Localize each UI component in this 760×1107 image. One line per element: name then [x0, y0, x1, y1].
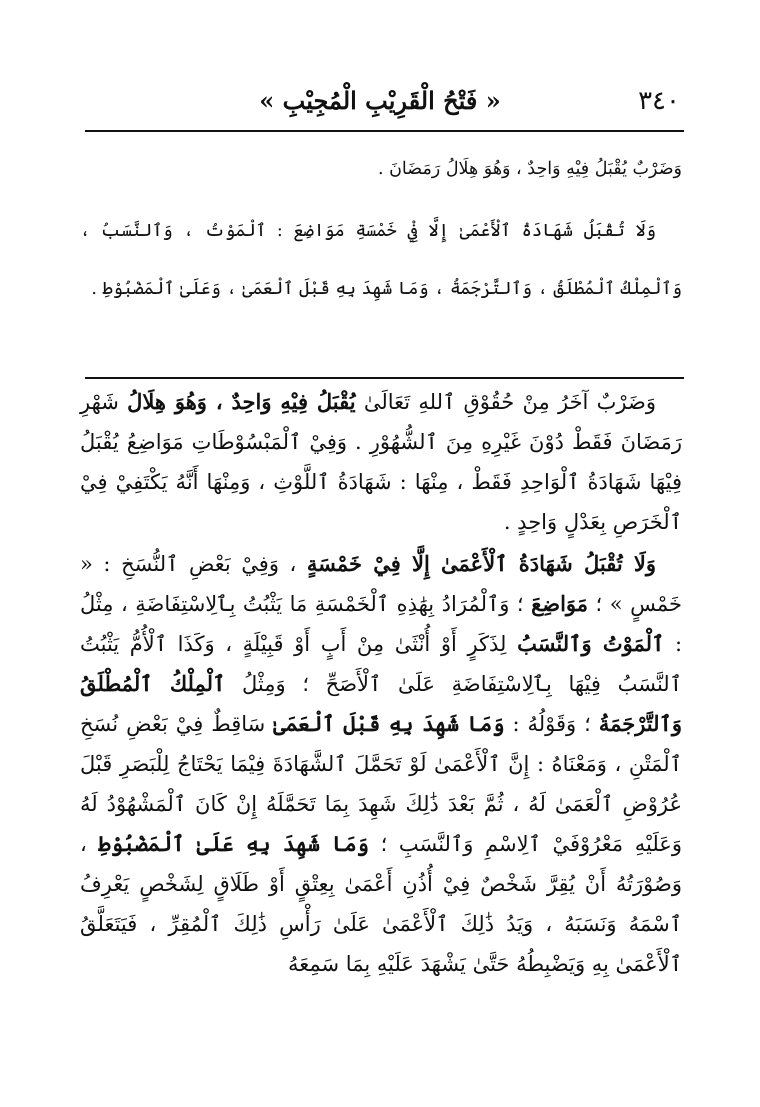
quoted-matn: ٱلْمَوْتُ وَٱلنَّسَبُ	[517, 631, 665, 656]
quoted-matn: ٱلْمِلْكُ ٱلْمُطْلَقُ وَٱلتَّرْجَمَةُ	[80, 671, 682, 736]
sharh-p2-segment: ، وَصُوْرَتُهُ أَنْ يُقِرَّ شَخْصٌ فِيْ أُذُنِ أَعْمَىٰ بِعِتْقٍ أَوْ طَلَاقٍ لِشَخْصٍ يَعْرِفُ ٱسْمَهُ وَنَسَبَهُ ، وَيَدُ ذَٰلِكَ ٱلْأَعْمَىٰ عَلَىٰ رَأْسِ ذَٰلِكَ ٱلْمُقِرِّ ، فَيَتَعَلَّقُ ٱلْأَعْمَىٰ بِهِ وَيَضْبِطُهُ حَتَّىٰ يَشْهَدَ عَلَيْهِ بِمَا سَمِعَهُ	[80, 832, 682, 976]
sharh-p1-segment: شَهْرِ رَمَضَانَ فَقَطْ دُوْنَ غَيْرِهِ مِنَ ٱلشُّهُوْرِ . وَفِيْ ٱلْمَبْسُوْطَاتِ مَوَاضِعُ يُقْبَلُ فِيْهَا شَهَادَةُ ٱلْوَاحِدِ فَقَطْ ، مِنْهَا : شَهَادَةُ ٱللَّوْثِ ، وَمِنْهَا أَنَّهُ يَكْتَفِيْ فِيْ ٱلْخَرَصِ بِعَدْلٍ وَاحِدٍ .	[80, 390, 682, 534]
quoted-matn: وَمَا شَهِدَ بِهِ عَلَىٰ ٱلْمَضْبُوْطِ	[98, 831, 369, 856]
matn-paragraph-1: وَضَرْبٌ يُقْبَلُ فِيْهِ وَاحِدٌ ، وَهُوَ هِلَالُ رَمَضَانَ .	[377, 159, 682, 179]
header-rule	[85, 130, 684, 132]
page-number: ٣٤٠	[638, 86, 680, 116]
quoted-matn: وَلَا تُقْبَلُ شَهَادَةُ ٱلْأَعْمَىٰ إِلَّا فِيْ خَمْسَةٍ	[306, 551, 656, 576]
sharh-paragraph-2	[80, 544, 682, 984]
matn-sharh-divider	[85, 377, 684, 379]
running-title: « فَتْحُ الْقَرِيْبِ الْمُجِيْبِ »	[259, 86, 501, 115]
matn-paragraph-2: وَلَا تُقْبَلُ شَهَادَةُ ٱلْأَعْمَىٰ إِلَّا فِيْ خَمْسَةِ مَوَاضِعَ : ٱلْمَوْتُ ، وَٱلنَّسَبُ ، وَٱلْمِلْكُ ٱلْمُطْلَقُ ، وَٱلتَّرْجَمَةُ ، وَمَا شَهِدَ بِهِ قَبْلَ ٱلْعَمَىٰ ، وَعَلَىٰ ٱلْمَضْبُوْطِ .	[80, 221, 682, 299]
sharh-p2-segment: سَاقِطٌ فِيْ بَعْضِ نُسَخِ ٱلْمَتْنِ ، وَمَعْنَاهُ : إِنَّ ٱلْأَعْمَىٰ لَوْ تَحَمَّلَ ٱلشَّهَادَةَ فِيْمَا يَحْتَاجُ لِلْبَصَرِ قَبْلَ عُرُوْضِ ٱلْعَمَىٰ لَهُ ، ثُمَّ بَعْدَ ذَٰلِكَ شَهِدَ بِمَا تَحَمَّلَهُ إِنْ كَانَ ٱلْمَشْهُوْدُ لَهُ وَعَلَيْهِ مَعْرُوْفَيْ ٱلِاسْمِ وَٱلنَّسَبِ ؛	[80, 712, 682, 856]
quoted-matn: وَمَا شَهِدَ بِهِ قَبْلَ ٱلْعَمَىٰ	[273, 711, 505, 736]
quoted-matn: يُقْبَلُ فِيْهِ وَاحِدٌ ، وَهُوَ هِلَالُ	[127, 389, 356, 414]
sharh-commentary	[80, 382, 682, 984]
sharh-paragraph-1	[80, 382, 682, 542]
page-header	[80, 84, 680, 124]
sharh-p1-segment: وَضَرْبٌ آخَرُ مِنْ حُقُوْقِ ٱللهِ تَعَالَىٰ	[363, 390, 656, 414]
sharh-p2-segment: ، وَفِيْ بَعْضِ ٱلنُّسَخِ : « خَمْسٍ » ؛	[80, 552, 682, 616]
quoted-matn: مَوَاضِعَ	[531, 591, 589, 616]
sharh-p2-segment: ؛ وَقَوْلُهُ :	[512, 712, 591, 736]
sharh-p2-segment: ؛ وَٱلْمُرَادُ بِهَٰذِهِ ٱلْخَمْسَةِ مَا يَثْبُتُ بِٱلِاسْتِفَاضَةِ ، مِثْلُ :	[80, 592, 683, 656]
sharh-p2-segment: لِذَكَرٍ أَوْ أُنْثَىٰ مِنْ أَبٍ أَوْ قَبِيْلَةٍ ، وَكَذَا ٱلْأُمُّ يَثْبُتُ ٱلنَّسَبُ فِيْهَا بِٱلِاسْتِفَاضَةِ عَلَىٰ ٱلْأَصَحِّ ؛ وَمِثْلُ	[80, 632, 682, 696]
matn-text	[80, 140, 682, 318]
